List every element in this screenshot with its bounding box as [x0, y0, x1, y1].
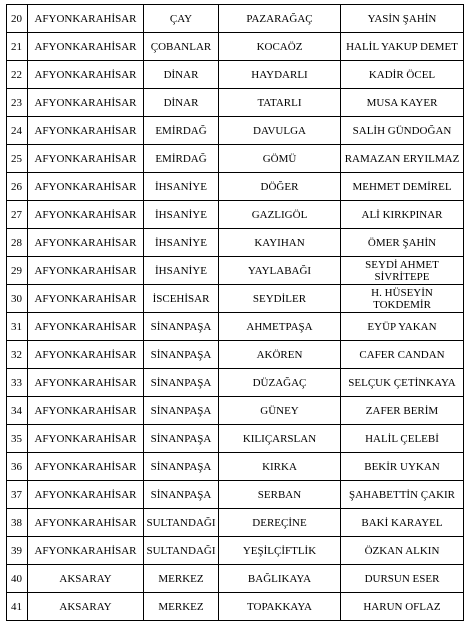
row-number-cell: 23: [7, 89, 28, 117]
district-cell: ÇOBANLAR: [144, 33, 219, 61]
district-cell: SİNANPAŞA: [144, 397, 219, 425]
name-cell: DURSUN ESER: [341, 565, 464, 593]
name-cell: HARUN OFLAZ: [341, 593, 464, 621]
name-cell: ZAFER BERİM: [341, 397, 464, 425]
village-cell: KIRKA: [219, 453, 341, 481]
table-row: [7, 341, 464, 369]
name-cell: HALİL ÇELEBİ: [341, 425, 464, 453]
district-cell: İHSANİYE: [144, 173, 219, 201]
row-number-cell: 22: [7, 61, 28, 89]
row-number-cell: 40: [7, 565, 28, 593]
district-cell: MERKEZ: [144, 565, 219, 593]
name-cell: YASİN ŞAHİN: [341, 5, 464, 33]
village-cell: SERBAN: [219, 481, 341, 509]
village-cell: DEREÇİNE: [219, 509, 341, 537]
table-row: [7, 537, 464, 565]
province-cell: AFYONKARAHİSAR: [28, 509, 144, 537]
district-cell: DİNAR: [144, 61, 219, 89]
row-number-cell: 28: [7, 229, 28, 257]
name-cell: H. HÜSEYİN TOKDEMİR: [341, 285, 464, 313]
province-cell: AFYONKARAHİSAR: [28, 145, 144, 173]
province-cell: AFYONKARAHİSAR: [28, 369, 144, 397]
province-cell: AFYONKARAHİSAR: [28, 201, 144, 229]
province-cell: AFYONKARAHİSAR: [28, 173, 144, 201]
district-cell: SİNANPAŞA: [144, 341, 219, 369]
district-cell: DİNAR: [144, 89, 219, 117]
table-row: [7, 565, 464, 593]
name-cell: SEYDİ AHMET SİVRİTEPE: [341, 257, 464, 285]
row-number-cell: 38: [7, 509, 28, 537]
table-row: [7, 173, 464, 201]
district-cell: SİNANPAŞA: [144, 369, 219, 397]
village-cell: KAYIHAN: [219, 229, 341, 257]
village-cell: GÜNEY: [219, 397, 341, 425]
province-cell: AFYONKARAHİSAR: [28, 5, 144, 33]
name-cell: BAKİ KARAYEL: [341, 509, 464, 537]
name-cell: BEKİR UYKAN: [341, 453, 464, 481]
village-cell: YAYLABAĞI: [219, 257, 341, 285]
row-number-cell: 26: [7, 173, 28, 201]
table-row: [7, 33, 464, 61]
district-cell: İSCEHİSAR: [144, 285, 219, 313]
data-table: [6, 4, 464, 621]
village-cell: DAVULGA: [219, 117, 341, 145]
name-cell: CAFER CANDAN: [341, 341, 464, 369]
district-cell: EMİRDAĞ: [144, 145, 219, 173]
table-row: [7, 117, 464, 145]
district-cell: SİNANPAŞA: [144, 453, 219, 481]
table-row: [7, 397, 464, 425]
district-cell: SİNANPAŞA: [144, 313, 219, 341]
row-number-cell: 35: [7, 425, 28, 453]
province-cell: AFYONKARAHİSAR: [28, 453, 144, 481]
village-cell: HAYDARLI: [219, 61, 341, 89]
village-cell: KOCAÖZ: [219, 33, 341, 61]
village-cell: TATARLI: [219, 89, 341, 117]
province-cell: AKSARAY: [28, 593, 144, 621]
name-cell: HALİL YAKUP DEMET: [341, 33, 464, 61]
table-row: [7, 145, 464, 173]
row-number-cell: 30: [7, 285, 28, 313]
table-row: [7, 229, 464, 257]
row-number-cell: 36: [7, 453, 28, 481]
village-cell: PAZARAĞAÇ: [219, 5, 341, 33]
row-number-cell: 34: [7, 397, 28, 425]
table-row: [7, 61, 464, 89]
province-cell: AFYONKARAHİSAR: [28, 425, 144, 453]
province-cell: AFYONKARAHİSAR: [28, 33, 144, 61]
province-cell: AFYONKARAHİSAR: [28, 481, 144, 509]
province-cell: AFYONKARAHİSAR: [28, 229, 144, 257]
name-cell: SELÇUK ÇETİNKAYA: [341, 369, 464, 397]
row-number-cell: 39: [7, 537, 28, 565]
table-row: [7, 509, 464, 537]
district-cell: MERKEZ: [144, 593, 219, 621]
province-cell: AFYONKARAHİSAR: [28, 257, 144, 285]
table-row: [7, 369, 464, 397]
row-number-cell: 21: [7, 33, 28, 61]
name-cell: RAMAZAN ERYILMAZ: [341, 145, 464, 173]
row-number-cell: 29: [7, 257, 28, 285]
name-cell: ALİ KIRKPINAR: [341, 201, 464, 229]
table-row: [7, 425, 464, 453]
row-number-cell: 20: [7, 5, 28, 33]
province-cell: AFYONKARAHİSAR: [28, 313, 144, 341]
village-cell: AKÖREN: [219, 341, 341, 369]
table-row: [7, 201, 464, 229]
row-number-cell: 41: [7, 593, 28, 621]
row-number-cell: 37: [7, 481, 28, 509]
village-cell: AHMETPAŞA: [219, 313, 341, 341]
province-cell: AFYONKARAHİSAR: [28, 89, 144, 117]
province-cell: AFYONKARAHİSAR: [28, 537, 144, 565]
table-row: [7, 285, 464, 313]
district-cell: SİNANPAŞA: [144, 425, 219, 453]
district-cell: SİNANPAŞA: [144, 481, 219, 509]
village-cell: GÖMÜ: [219, 145, 341, 173]
row-number-cell: 31: [7, 313, 28, 341]
district-cell: ÇAY: [144, 5, 219, 33]
row-number-cell: 33: [7, 369, 28, 397]
district-cell: SULTANDAĞI: [144, 509, 219, 537]
district-cell: İHSANİYE: [144, 229, 219, 257]
province-cell: AKSARAY: [28, 565, 144, 593]
province-cell: AFYONKARAHİSAR: [28, 397, 144, 425]
name-cell: EYÜP YAKAN: [341, 313, 464, 341]
village-cell: TOPAKKAYA: [219, 593, 341, 621]
district-cell: İHSANİYE: [144, 257, 219, 285]
name-cell: MUSA KAYER: [341, 89, 464, 117]
village-cell: DÜZAĞAÇ: [219, 369, 341, 397]
table-row: [7, 593, 464, 621]
table-row: [7, 257, 464, 285]
table-row: [7, 481, 464, 509]
province-cell: AFYONKARAHİSAR: [28, 61, 144, 89]
village-cell: DÖĞER: [219, 173, 341, 201]
province-cell: AFYONKARAHİSAR: [28, 285, 144, 313]
name-cell: ŞAHABETTİN ÇAKIR: [341, 481, 464, 509]
row-number-cell: 27: [7, 201, 28, 229]
name-cell: ÖMER ŞAHİN: [341, 229, 464, 257]
row-number-cell: 25: [7, 145, 28, 173]
province-cell: AFYONKARAHİSAR: [28, 341, 144, 369]
district-cell: İHSANİYE: [144, 201, 219, 229]
table-row: [7, 313, 464, 341]
table-row: [7, 5, 464, 33]
name-cell: MEHMET DEMİREL: [341, 173, 464, 201]
village-cell: BAĞLIKAYA: [219, 565, 341, 593]
village-cell: GAZLIGÖL: [219, 201, 341, 229]
district-cell: EMİRDAĞ: [144, 117, 219, 145]
village-cell: KILIÇARSLAN: [219, 425, 341, 453]
village-cell: SEYDİLER: [219, 285, 341, 313]
table-row: [7, 89, 464, 117]
district-cell: SULTANDAĞI: [144, 537, 219, 565]
village-cell: YEŞİLÇİFTLİK: [219, 537, 341, 565]
row-number-cell: 24: [7, 117, 28, 145]
table-row: [7, 453, 464, 481]
province-cell: AFYONKARAHİSAR: [28, 117, 144, 145]
table-body: [7, 5, 464, 621]
row-number-cell: 32: [7, 341, 28, 369]
name-cell: KADİR ÖCEL: [341, 61, 464, 89]
name-cell: SALİH GÜNDOĞAN: [341, 117, 464, 145]
name-cell: ÖZKAN ALKIN: [341, 537, 464, 565]
